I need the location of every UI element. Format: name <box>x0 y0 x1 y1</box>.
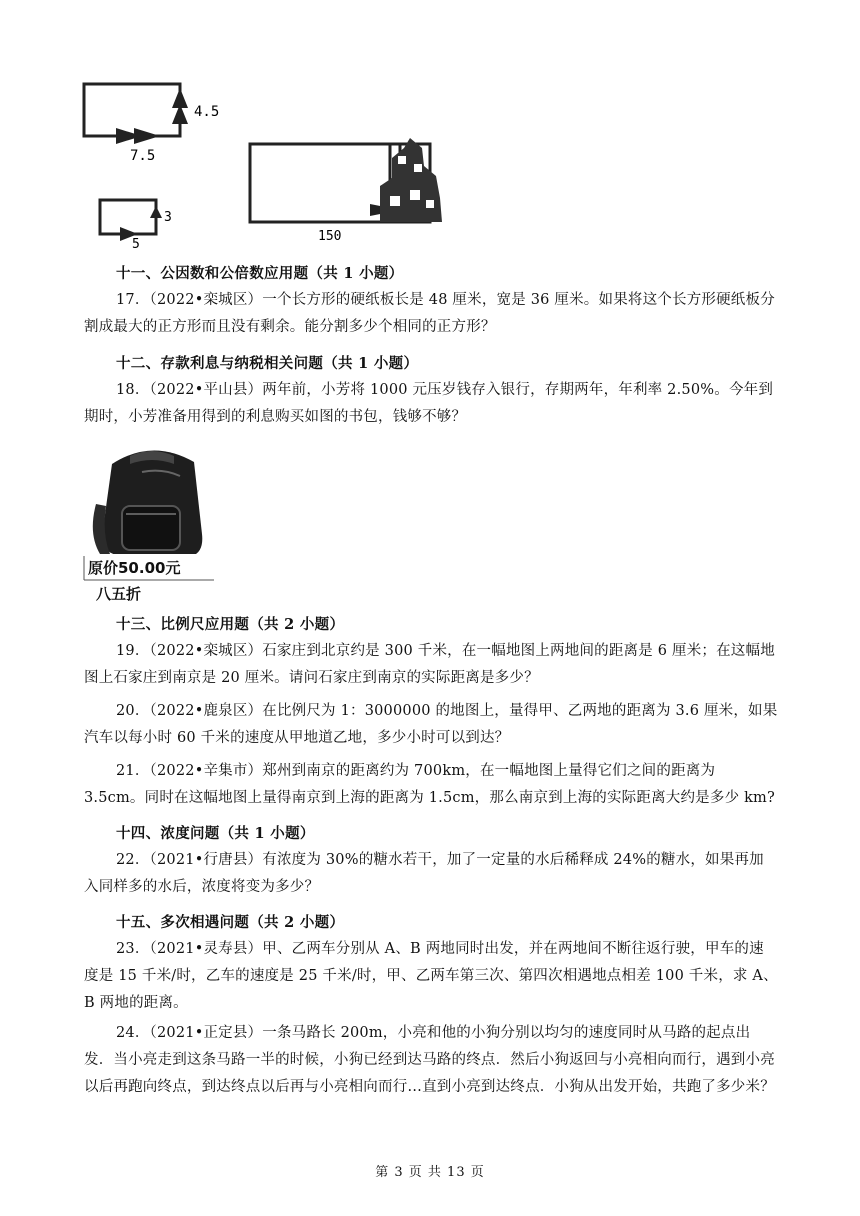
section-title-14: 十四、浓度问题（共 1 小题） <box>116 825 315 842</box>
question-22: 22．（2021•行唐县）有浓度为 30%的糖水若干，加了一定量的水后稀释成 24%的糖水，如果再加入同样多的水后，浓度将变为多少？ <box>84 852 764 895</box>
question-23: 23．（2021•灵寿县）甲、乙两车分别从 A、B 两地同时出发，并在两地间不断往返行驶，甲车的速度是 15 千米/时，乙车的速度是 25 千米/时，甲、乙两车第三次、第四次相遇地点相差 100 千米，求 A、B 两地的距离。 <box>84 941 778 1011</box>
page-number-footer: 第 3 页 共 13 页 <box>375 1165 485 1180</box>
label-7-5: 7.5 <box>130 148 156 164</box>
question-24: 24．（2021•正定县）一条马路长 200m，小亮和他的小狗分别以均匀的速度同时从马路的起点出发．当小亮走到这条马路一半的时候，小狗已经到达马路的终点．然后小狗返回与小亮相向而行，遇到小亮以后再跑向终点，到达终点以后再与小亮相向而行…直到小亮到达终点．小狗从出发开始，共跑了多少米？ <box>84 1025 775 1095</box>
rectangle-figures <box>80 78 460 248</box>
section-title-13: 十三、比例尺应用题（共 2 小题） <box>116 616 345 633</box>
backpack-discount-label: 八五折 <box>96 585 142 603</box>
label-4-5: 4.5 <box>194 104 220 120</box>
backpack-image <box>82 444 222 604</box>
rectangles-diagram <box>80 78 460 248</box>
section-title-15: 十五、多次相遇问题（共 2 小题） <box>116 914 345 931</box>
backpack-price-label: 原价50.00元 <box>88 559 181 577</box>
question-21: 21．（2022•辛集市）郑州到南京的距离约为 700km，在一幅地图上量得它们之间的距离为 3.5cm。同时在这幅地图上量得南京到上海的距离为 1.5cm，那么南京到上海的实际距离大约是多少 km? <box>84 763 775 806</box>
figure-7-5-by-4-5 <box>84 84 219 164</box>
section-title-12: 十二、存款利息与纳税相关问题（共 1 小题） <box>116 355 419 372</box>
label-3: 3 <box>164 210 172 225</box>
section-title-11: 十一、公因数和公倍数应用题（共 1 小题） <box>116 265 404 282</box>
question-20: 20．（2022•鹿泉区）在比例尺为 1：3000000 的地图上，量得甲、乙两地的距离为 3.6 厘米，如果汽车以每小时 60 千米的速度从甲地道乙地，多少小时可以到达？ <box>84 703 778 746</box>
question-19: 19．（2022•栾城区）石家庄到北京约是 300 千米，在一幅地图上两地间的距离是 6 厘米；在这幅地图上石家庄到南京是 20 厘米。请问石家庄到南京的实际距离是多少？ <box>84 643 775 686</box>
question-17: 17．（2022•栾城区）一个长方形的硬纸板长是 48 厘米，宽是 36 厘米。如果将这个长方形硬纸板分割成最大的正方形而且没有剩余。能分割多少个相同的正方形？ <box>84 292 775 335</box>
figure-5-by-3 <box>100 200 172 248</box>
question-18: 18．（2022•平山县）两年前，小芳将 1000 元压岁钱存入银行，存期两年，年利率 2.50%。今年到期时，小芳准备用得到的利息购买如图的书包，钱够不够？ <box>84 382 774 425</box>
label-5: 5 <box>132 237 140 248</box>
backpack-illustration <box>82 444 222 604</box>
figure-150 <box>250 138 442 244</box>
label-150: 150 <box>318 229 342 244</box>
